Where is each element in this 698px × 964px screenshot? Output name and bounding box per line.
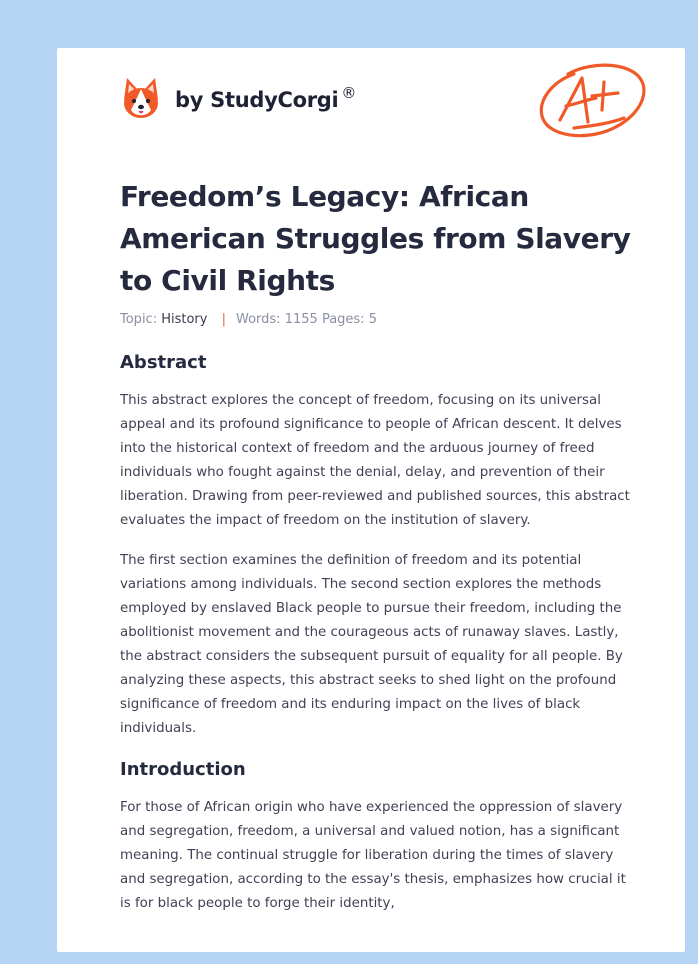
registered-mark: ®: [341, 84, 357, 102]
document-page: [57, 48, 685, 952]
corgi-icon: [121, 76, 161, 120]
essay-title: Freedom’s Legacy: African American Struggles from Slavery to Civil Rights: [120, 180, 631, 297]
section-heading-abstract: Abstract: [120, 352, 207, 373]
brand-text: by StudyCorgi: [175, 88, 339, 112]
word-count: Words: 1155: [236, 312, 318, 327]
page-count: Pages: 5: [321, 312, 377, 327]
essay-meta: [120, 312, 377, 327]
section-heading-introduction: Introduction: [120, 759, 246, 780]
brand-name: [175, 84, 357, 112]
abstract-paragraph: This abstract explores the concept of freedom, focusing on its universal appeal and its profound significance to people of African descent. It delves into the historical context of freedom and the arduous journey of freed individuals who fought against the denial, delay, and prevention of their liberation. Drawing from peer-reviewed and published sources, this abstract evaluates the impact of freedom on the institution of slavery.: [120, 393, 630, 528]
abstract-paragraph: The first section examines the definition of freedom and its potential variations among individuals. The second section explores the methods employed by enslaved Black people to pursue their freedom, including the abolitionist movement and the courageous acts of runaway slaves. Lastly, the abstract considers the subsequent pursuit of equality for all people. By analyzing these aspects, this abstract seeks to shed light on the profound significance of freedom and its enduring impact on the lives of black individuals.: [120, 553, 623, 736]
a-plus-grade-icon: [538, 60, 648, 140]
topic-link[interactable]: History: [161, 312, 208, 327]
studycorgi-logo[interactable]: [121, 76, 356, 120]
meta-separator: |: [221, 312, 226, 327]
topic-label: Topic:: [120, 312, 158, 327]
essay-body: [120, 350, 630, 932]
introduction-paragraph: For those of African origin who have experienced the oppression of slavery and segregation, freedom, a universal and valued notion, has a significant meaning. The continual struggle for liberation during the times of slavery and segregation, according to the essay's thesis, emphasizes how crucial it is for black people to forge their identity,: [120, 800, 626, 911]
